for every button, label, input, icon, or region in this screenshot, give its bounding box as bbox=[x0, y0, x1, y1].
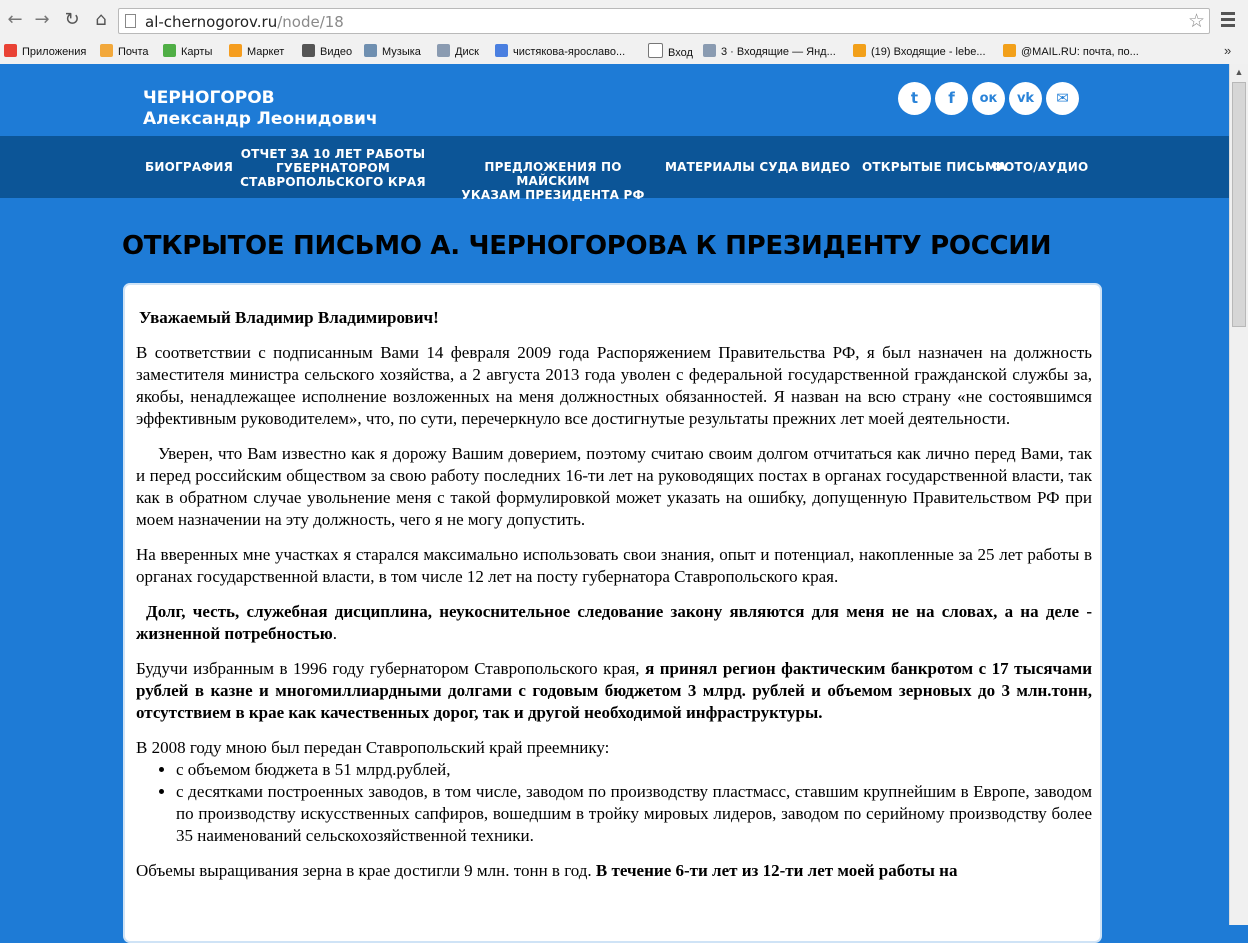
site-name-full: Александр Леонидович bbox=[143, 109, 378, 129]
nav-proposals-line1: ПРЕДЛОЖЕНИЯ ПО МАЙСКИМ bbox=[484, 160, 622, 188]
bookmarks-bar bbox=[0, 40, 1248, 64]
paragraph: Уверен, что Вам известно как я дорожу Вашим доверием, поэтому считаю своим долгом отчитаться как лично перед Вами, так и перед российским обществом за свою работу последних 16-ти лет на руководящих постах в органах государственной власти, так как в обратном случае увольнение меня с такой формулировкой может указать на ошибку, допущенную Правительством РФ при моем назначении на эту должность, чего я не могу допустить. bbox=[136, 444, 1092, 529]
text: Объемы выращивания зерна в крае достигли 9 млн. тонн в год. bbox=[136, 861, 596, 880]
page-icon bbox=[125, 14, 136, 28]
yandex-video-icon bbox=[302, 44, 315, 57]
paragraph bbox=[136, 658, 1092, 724]
facebook-icon[interactable]: f bbox=[935, 82, 968, 115]
email-icon[interactable]: ✉ bbox=[1046, 82, 1079, 115]
nav-report-line1: ОТЧЕТ ЗА 10 ЛЕТ РАБОТЫ bbox=[240, 147, 426, 161]
letter-greeting: Уважаемый Владимир Владимирович! bbox=[139, 308, 439, 327]
text: . bbox=[332, 624, 337, 643]
article-box bbox=[123, 283, 1102, 943]
bookmark-label: Вход bbox=[668, 47, 693, 59]
main-navigation bbox=[0, 136, 1229, 202]
bold-text: я принял регион фактическим банкротом с 17 тысячами рублей в казне и многомиллиардными долгами с годовым бюджетом 3 млрд. рублей и объемом зерновых до 3 млн.тонн, отсутствием в крае как качественных дорог, так и другой необходимой инфраструктуры. bbox=[136, 659, 1092, 722]
bookmark-item[interactable] bbox=[302, 43, 352, 61]
envelope-icon bbox=[703, 44, 716, 57]
paragraph bbox=[136, 601, 1092, 645]
nav-report-line3: СТАВРОПОЛЬСКОГО КРАЯ bbox=[240, 175, 426, 189]
bookmark-label: (19) Входящие - lebe... bbox=[871, 46, 986, 58]
text: Будучи избранным в 1996 году губернатором Ставропольского края, bbox=[136, 659, 646, 678]
bookmark-label: 3 · Входящие — Янд... bbox=[721, 46, 836, 58]
bold-text: Долг, честь, служебная дисциплина, неукоснительное следование закону являются для меня не на словах, а на деле - жизненной потребностью bbox=[136, 602, 1092, 643]
home-icon[interactable]: ⌂ bbox=[95, 9, 107, 30]
scroll-thumb[interactable] bbox=[1232, 82, 1246, 327]
nav-proposals-line2: УКАЗАМ ПРЕЗИДЕНТА РФ bbox=[461, 188, 645, 202]
bookmark-label: Видео bbox=[320, 46, 353, 58]
bookmark-item[interactable] bbox=[4, 43, 86, 61]
paragraph: В 2008 году мною был передан Ставропольский край преемнику: bbox=[136, 738, 610, 757]
apps-grid-icon bbox=[4, 44, 17, 57]
yandex-market-icon bbox=[229, 44, 242, 57]
page-icon bbox=[648, 43, 663, 58]
nav-report[interactable] bbox=[240, 147, 426, 189]
mailru-icon bbox=[1003, 44, 1016, 57]
browser-toolbar bbox=[0, 0, 1248, 40]
twitter-icon[interactable]: t bbox=[898, 82, 931, 115]
bold-text: В течение 6-ти лет из 12-ти лет моей работы на bbox=[595, 861, 958, 880]
bookmark-item[interactable] bbox=[100, 43, 149, 61]
forward-arrow-icon[interactable]: → bbox=[34, 9, 50, 30]
reload-icon[interactable]: ↻ bbox=[64, 9, 80, 30]
article-body bbox=[136, 307, 1092, 895]
browser-menu-icon[interactable] bbox=[1221, 12, 1235, 28]
bookmark-item[interactable] bbox=[163, 43, 212, 61]
nav-report-line2: ГУБЕРНАТОРОМ bbox=[275, 161, 391, 175]
achievements-list bbox=[136, 759, 1092, 847]
site-header bbox=[0, 64, 1229, 136]
yandex-disk-icon bbox=[437, 44, 450, 57]
bookmark-item[interactable] bbox=[229, 43, 284, 61]
bookmarks-overflow-icon[interactable]: » bbox=[1224, 43, 1232, 58]
nav-proposals[interactable] bbox=[453, 160, 653, 202]
mailru-icon bbox=[853, 44, 866, 57]
address-bar[interactable] bbox=[118, 8, 1210, 34]
bookmark-item[interactable] bbox=[853, 43, 986, 61]
page-title: ОТКРЫТОЕ ПИСЬМО А. ЧЕРНОГОРОВА К ПРЕЗИДЕНТУ РОССИИ bbox=[122, 231, 1052, 261]
bookmark-label: Диск bbox=[455, 46, 479, 58]
nav-biography[interactable]: БИОГРАФИЯ bbox=[145, 160, 234, 174]
nav-court-materials[interactable]: МАТЕРИАЛЫ СУДА bbox=[665, 160, 799, 174]
yandex-music-icon bbox=[364, 44, 377, 57]
bookmark-item[interactable] bbox=[437, 43, 479, 61]
bookmark-item[interactable] bbox=[495, 43, 625, 61]
list-item: • с объемом бюджета в 51 млрд.рублей, bbox=[176, 759, 1092, 781]
bookmark-label: Музыка bbox=[382, 46, 421, 58]
bookmark-label: Почта bbox=[118, 46, 149, 58]
browser-chrome bbox=[0, 0, 1248, 65]
site-logo-name[interactable] bbox=[143, 88, 378, 130]
page-scrollbar[interactable] bbox=[1229, 64, 1248, 925]
yandex-mail-icon bbox=[100, 44, 113, 57]
bookmark-item[interactable] bbox=[648, 43, 693, 61]
odnoklassniki-icon[interactable]: ок bbox=[972, 82, 1005, 115]
site-name-surname: ЧЕРНОГОРОВ bbox=[143, 88, 275, 108]
bookmark-label: Маркет bbox=[247, 46, 285, 58]
bookmark-label: чистякова-ярославо... bbox=[513, 46, 626, 58]
bookmark-label: Приложения bbox=[22, 46, 87, 58]
paragraph: На вверенных мне участках я старался максимально использовать свои знания, опыт и потенциал, накопленные за 25 лет работы в органах государственной власти, в том числе 12 лет на посту губернатора Ставропольского края. bbox=[136, 545, 1092, 586]
bookmark-item[interactable] bbox=[364, 43, 421, 61]
bookmark-star-icon[interactable]: ☆ bbox=[1187, 10, 1205, 32]
bookmark-item[interactable] bbox=[703, 43, 836, 61]
nav-open-letters[interactable]: ОТКРЫТЫЕ ПИСЬМА bbox=[862, 160, 1007, 174]
paragraph: В соответствии с подписанным Вами 14 февраля 2009 года Распоряжением Правительства РФ, я был назначен на должность заместителя министра сельского хозяйства, а 2 августа 2013 года уволен с федеральной государственной гражданской службы за, якобы, ненадлежащее исполнение возложенных на меня должностных обязанностей. Я назван на всю страну «не состоявшимся эффективным руководителем», что, по сути, перечеркнуло все достигнутые результаты прежних лет моей деятельности. bbox=[136, 343, 1092, 428]
address-url: al-chernogorov.ru/node/18 bbox=[145, 13, 344, 31]
google-search-icon bbox=[495, 44, 508, 57]
nav-photo-audio[interactable]: ФОТО/АУДИО bbox=[992, 160, 1089, 174]
bookmark-item[interactable] bbox=[1003, 43, 1139, 61]
back-arrow-icon[interactable]: ← bbox=[7, 9, 23, 30]
bookmark-label: @MAIL.RU: почта, по... bbox=[1021, 46, 1139, 58]
scroll-up-arrow-icon[interactable]: ▲ bbox=[1234, 67, 1244, 77]
list-item: • с десятками построенных заводов, в том числе, заводом по производству пластмасс, ставшим крупнейшим в Европе, заводом по производству искусственных сапфиров, вошедшим в тройку мировых лидеров, заводом по серийному производству более 35 наименований сельскохозяйственной техники. bbox=[176, 781, 1092, 847]
nav-video[interactable]: ВИДЕО bbox=[801, 160, 851, 174]
bookmark-label: Карты bbox=[181, 46, 213, 58]
yandex-maps-icon bbox=[163, 44, 176, 57]
vkontakte-icon[interactable]: vk bbox=[1009, 82, 1042, 115]
paragraph bbox=[136, 860, 1092, 882]
